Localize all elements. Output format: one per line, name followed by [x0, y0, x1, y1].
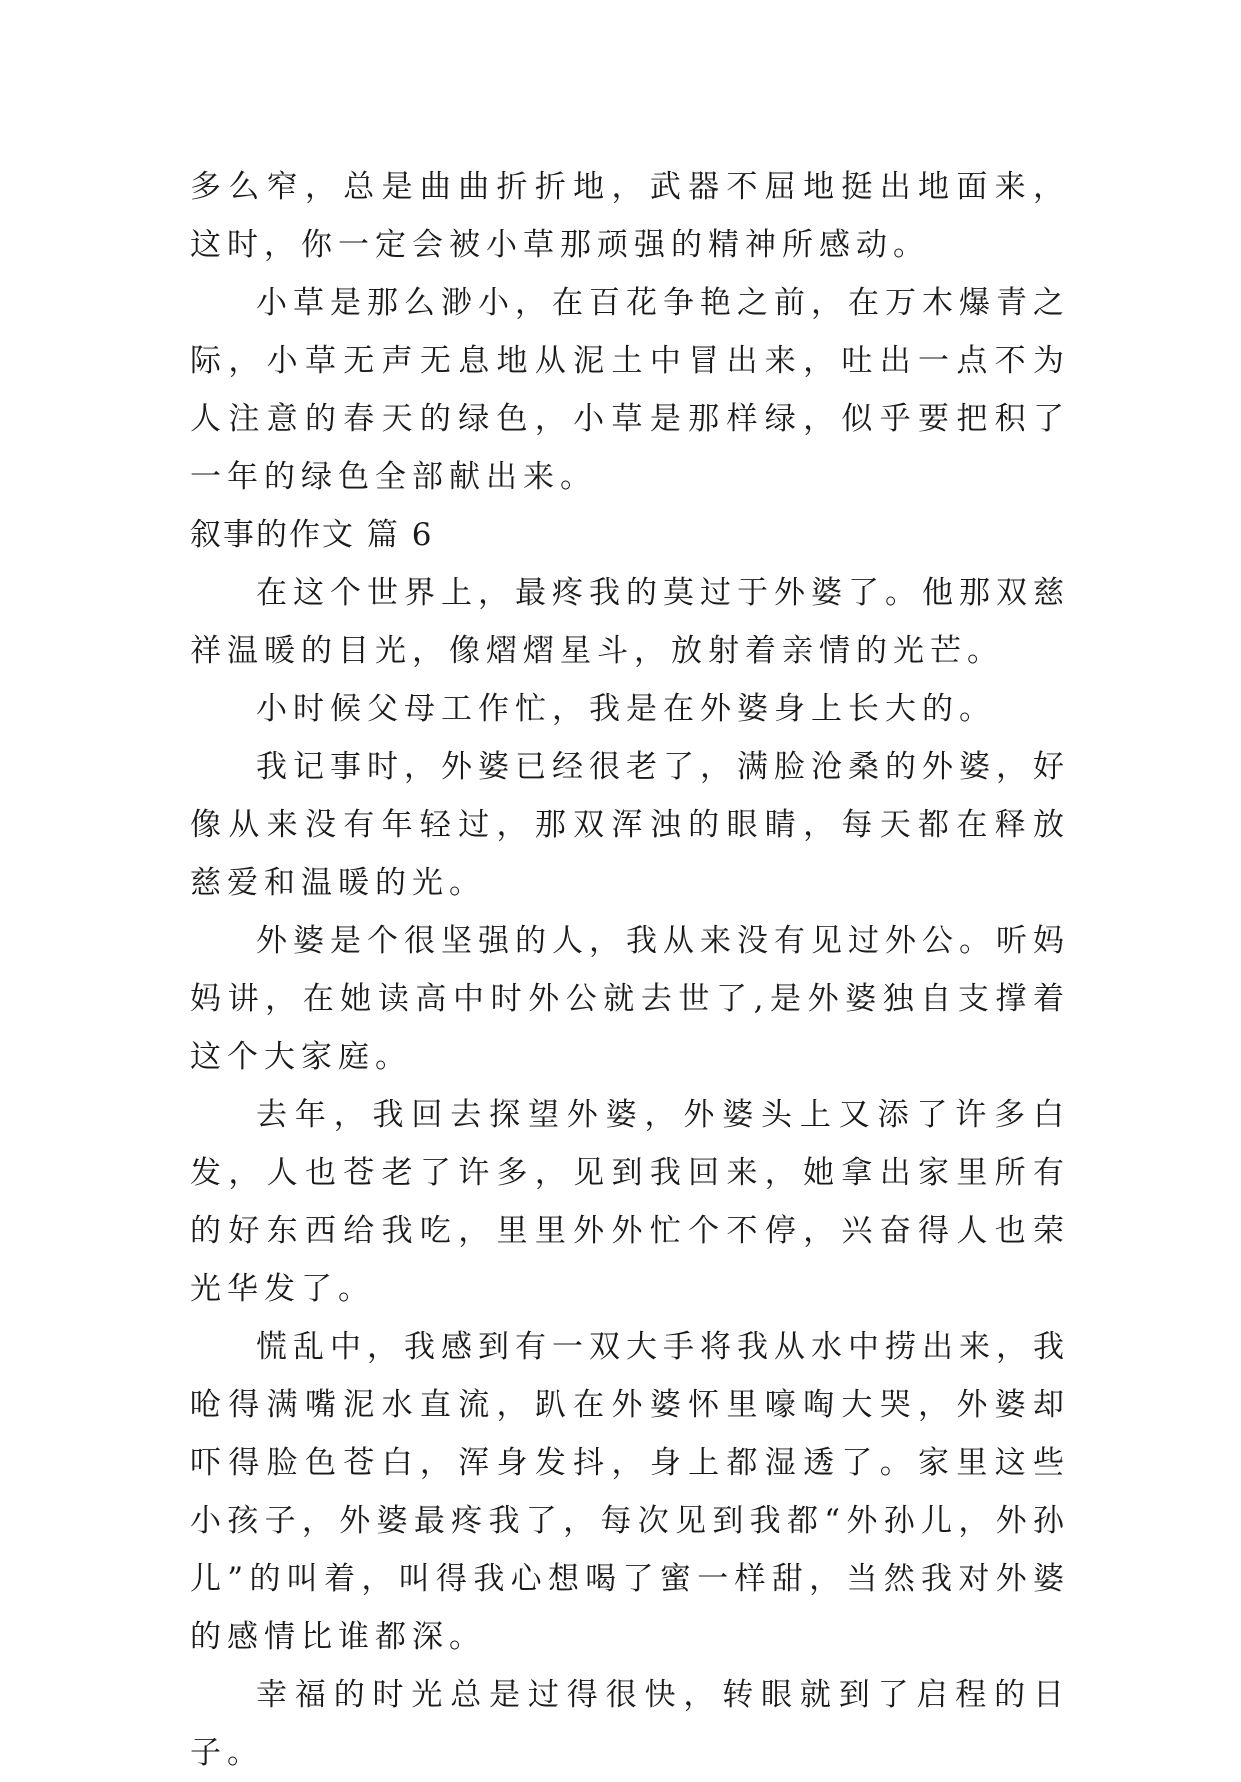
paragraph-5: 我记事时，外婆已经很老了，满脸沧桑的外婆，好像从来没有年轻过，那双浑浊的眼睛，每天都在释放慈爱和温暖的光。: [190, 749, 1070, 901]
paragraph-3: 在这个世界上，最疼我的莫过于外婆了。他那双慈祥温暖的目光，像熠熠星斗，放射着亲情的光芒。: [190, 575, 1070, 669]
paragraph-7: 去年，我回去探望外婆，外婆头上又添了许多白发，人也苍老了许多，见到我回来，她拿出家里所有的好东西给我吃，里里外外忙个不停，兴奋得人也荣光华发了。: [190, 1097, 1070, 1307]
paragraph-2: 小草是那么渺小，在百花争艳之前，在万木爆青之际，小草无声无息地从泥土中冒出来，吐出一点不为人注意的春天的绿色，小草是那样绿，似乎要把积了一年的绿色全部献出来。: [190, 285, 1070, 495]
paragraph-8: 慌乱中，我感到有一双大手将我从水中捞出来，我呛得满嘴泥水直流，趴在外婆怀里嚎啕大哭，外婆却吓得脸色苍白，浑身发抖，身上都湿透了。家里这些小孩子，外婆最疼我了，每次见到我都“外孙儿，外孙儿”的叫着，叫得我心想喝了蜜一样甜，当然我对外婆的感情比谁都深。: [190, 1329, 1070, 1655]
paragraph-4: 小时候父母工作忙，我是在外婆身上长大的。: [256, 691, 996, 727]
document-page: [190, 158, 1070, 1782]
paragraph-1: 多么窄，总是曲曲折折地，武器不屈地挺出地面来，这时，你一定会被小草那顽强的精神所感动。: [190, 169, 1070, 263]
paragraph-9: 幸福的时光总是过得很快，转眼就到了启程的日子。: [190, 1677, 1070, 1771]
paragraph-6: 外婆是个很坚强的人，我从来没有见过外公。听妈妈讲，在她读高中时外公就去世了,是外婆独自支撑着这个大家庭。: [190, 923, 1070, 1075]
section-heading: 叙事的作文 篇 6: [190, 517, 434, 553]
